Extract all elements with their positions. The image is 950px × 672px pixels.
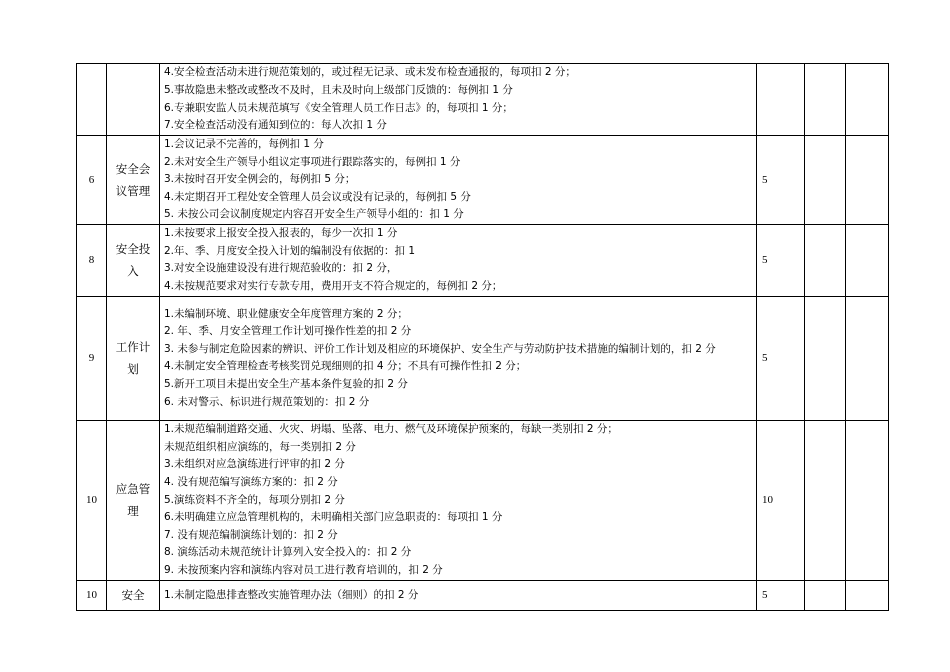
empty-cell <box>805 136 846 225</box>
criteria-line: 1.会议记录不完善的，每例扣 1 分 <box>164 138 324 150</box>
table-row <box>77 420 889 580</box>
item-name-cell <box>107 296 160 420</box>
table-row <box>77 224 889 296</box>
criteria-line: 5.事故隐患未整改或整改不及时，且未及时向上级部门反馈的：每例扣 1 分 <box>164 83 513 96</box>
row-number: 9 <box>77 296 107 420</box>
item-name-cell <box>107 224 160 296</box>
empty-cell <box>846 580 889 610</box>
empty-cell <box>805 64 846 136</box>
empty-cell <box>846 64 889 136</box>
criteria-line: 2. 年、季、月安全管理工作计划可操作性差的扣 2 分 <box>164 325 412 338</box>
criteria-line: 5. 未按公司会议制度规定内容召开安全生产领导小组的：扣 1 分 <box>164 208 464 221</box>
criteria-line: 2.年、季、月度安全投入计划的编制没有依据的：扣 1 <box>164 244 416 257</box>
criteria-line: 5.演练资料不齐全的，每项分别扣 2 分 <box>164 493 345 506</box>
criteria-line: 3. 未参与制定危险因素的辨识、评价工作计划及相应的环境保护、安全生产与劳动防护技术措施的编制计划的，扣 2 分 <box>164 342 716 355</box>
criteria-line: 1.未编制环境、职业健康安全年度管理方案的 2 分； <box>164 307 408 320</box>
score-cell <box>757 64 805 136</box>
criteria-line: 4.安全检查活动未进行规范策划的，或过程无记录、或未发布检查通报的，每项扣 2 分； <box>164 66 576 79</box>
criteria-line: 2.未对安全生产领导小组议定事项进行跟踪落实的，每例扣 1 分 <box>164 155 461 168</box>
criteria-line: 3.未组织对应急演练进行评审的扣 2 分 <box>164 458 345 471</box>
empty-cell <box>805 224 846 296</box>
table-row <box>77 136 889 225</box>
item-name: 应急管理 <box>115 482 151 519</box>
empty-cell <box>846 136 889 225</box>
criteria-line: 5.新开工项目未提出安全生产基本条件复验的扣 2 分 <box>164 378 408 391</box>
criteria-line: 4. 没有规范编写演练方案的：扣 2 分 <box>164 476 338 489</box>
criteria-line: 6.未明确建立应急管理机构的，未明确相关部门应急职责的：每项扣 1 分 <box>164 511 503 524</box>
deduction-criteria-cell <box>160 64 757 136</box>
score-cell: 5 <box>757 136 805 225</box>
item-name: 工作计划 <box>115 340 151 377</box>
score-cell: 5 <box>757 580 805 610</box>
criteria-line: 1.未按要求上报安全投入报表的，每少一次扣 1 分 <box>164 227 398 240</box>
row-number: 8 <box>77 224 107 296</box>
deduction-criteria-cell <box>160 136 757 225</box>
score-cell: 5 <box>757 296 805 420</box>
evaluation-table <box>76 63 889 611</box>
row-number: 10 <box>77 420 107 580</box>
criteria-line: 1.未规范编制道路交通、火灾、坍塌、坠落、电力、燃气及环境保护预案的，每缺一类别扣 2 分； <box>164 423 618 436</box>
item-name-cell <box>107 136 160 225</box>
criteria-line: 4.未制定安全管理检查考核奖罚兑现细则的扣 4 分；不具有可操作性扣 2 分； <box>164 360 527 373</box>
empty-cell <box>846 296 889 420</box>
criteria-line: 3.对安全设施建设没有进行规范验收的：扣 2 分， <box>164 262 398 275</box>
deduction-criteria-cell <box>160 296 757 420</box>
criteria-line: 4.未定期召开工程处安全管理人员会议或没有记录的，每例扣 5 分 <box>164 190 471 203</box>
deduction-criteria-cell <box>160 580 757 610</box>
item-name: 安全会议管理 <box>115 161 151 198</box>
criteria-line: 7. 没有规范编制演练计划的：扣 2 分 <box>164 528 338 541</box>
empty-cell <box>805 580 846 610</box>
criteria-line: 6. 未对警示、标识进行规范策划的：扣 2 分 <box>164 395 370 408</box>
score-cell: 10 <box>757 420 805 580</box>
item-name: 安全 <box>121 588 145 603</box>
empty-cell <box>805 296 846 420</box>
empty-cell <box>846 224 889 296</box>
criteria-line: 6.专兼职安监人员未规范填写《安全管理人员工作日志》的，每项扣 1 分； <box>164 101 513 114</box>
empty-cell <box>846 420 889 580</box>
table-row <box>77 580 889 610</box>
table-row <box>77 296 889 420</box>
criteria-line: 4.未按规范要求对实行专款专用，费用开支不符合规定的，每例扣 2 分； <box>164 280 503 293</box>
score-cell: 5 <box>757 224 805 296</box>
empty-cell <box>805 420 846 580</box>
table-row <box>77 64 889 136</box>
row-number: 10 <box>77 580 107 610</box>
row-number: 6 <box>77 136 107 225</box>
criteria-line: 7.安全检查活动没有通知到位的：每人次扣 1 分 <box>164 119 387 132</box>
deduction-criteria-cell <box>160 224 757 296</box>
criteria-line: 未规范组织相应演练的，每一类别扣 2 分 <box>164 440 356 453</box>
item-name: 安全投入 <box>115 242 151 279</box>
deduction-criteria-cell <box>160 420 757 580</box>
item-name-cell <box>107 420 160 580</box>
row-number <box>77 64 107 136</box>
item-name-cell <box>107 64 160 136</box>
criteria-line: 8. 演练活动未规范统计计算列入安全投入的：扣 2 分 <box>164 546 412 559</box>
criteria-line: 1.未制定隐患排查整改实施管理办法（细则）的扣 2 分 <box>164 588 419 601</box>
item-name-cell <box>107 580 160 610</box>
criteria-line: 9. 未按预案内容和演练内容对员工进行教育培训的，扣 2 分 <box>164 564 443 577</box>
criteria-line: 3.未按时召开安全例会的，每例扣 5 分； <box>164 173 356 186</box>
